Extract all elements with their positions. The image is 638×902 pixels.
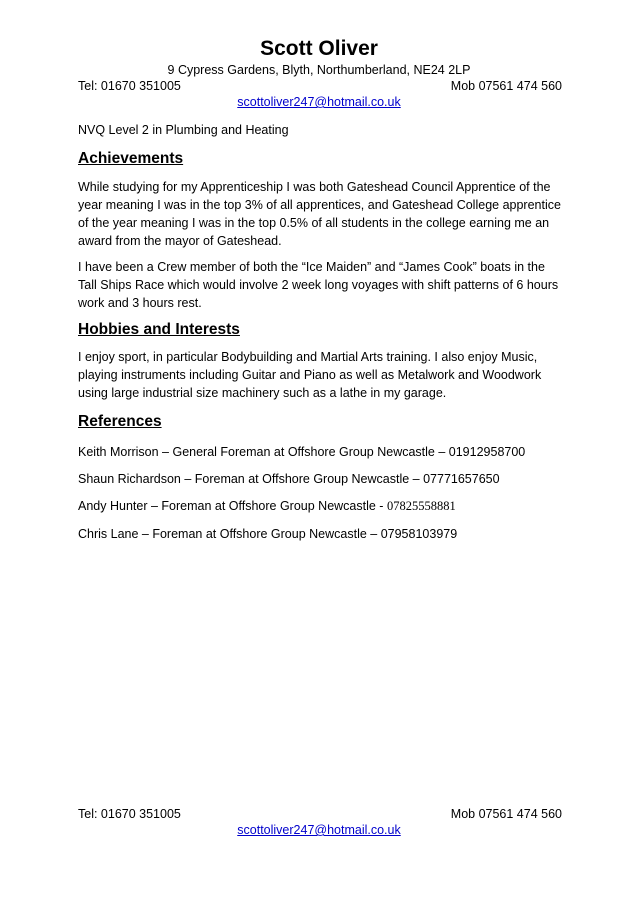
hobbies-paragraph: I enjoy sport, in particular Bodybuilding and Martial Arts training. I also enjoy Music, playing instruments including Guitar and Piano as well as Metalwork and Woodwork using large industrial size machinery such as a lathe in my garage. (78, 350, 542, 400)
references-heading: References (78, 413, 162, 430)
achievements-paragraph-1: While studying for my Apprenticeship I was both Gateshead Council Apprentice of the year meaning I was in the top 3% of all apprentices, and Gateshead College apprentice of the year meaning I was in the top 0.5% of all students in the college earning me an award from the mayor of Gateshead. (78, 180, 561, 248)
reference-phone: 07958103979 (380, 527, 458, 541)
achievements-heading: Achievements (78, 150, 184, 167)
reference-phone: 01912958700 (448, 445, 526, 459)
achievements-paragraph-2: I have been a Crew member of both the “Ice Maiden” and “James Cook” boats in the Tall Ships Race which would involve 2 week long voyages with shift patterns of 6 hours work and 3 hours rest. (78, 260, 559, 310)
header-mobile: Mob 07561 474 560 (450, 79, 562, 93)
reference-phone: 07825558881 (386, 499, 456, 513)
header-email-link[interactable]: scottoliver247@hotmail.co.uk (237, 95, 401, 109)
hobbies-heading: Hobbies and Interests (78, 321, 240, 338)
footer-telephone: Tel: 01670 351005 (78, 807, 181, 821)
reference-phone: 07771657650 (423, 472, 500, 486)
page-title: Scott Oliver (260, 37, 378, 60)
footer-email-link[interactable]: scottoliver247@hotmail.co.uk (237, 823, 401, 837)
reference-text: Andy Hunter – Foreman at Offshore Group Newcastle - (78, 499, 387, 513)
reference-text: Keith Morrison – General Foreman at Offshore Group Newcastle – (78, 445, 449, 459)
address: 9 Cypress Gardens, Blyth, Northumberland, NE24 2LP (167, 63, 471, 77)
qualification: NVQ Level 2 in Plumbing and Heating (78, 123, 289, 137)
reference-text: Shaun Richardson – Foreman at Offshore Group Newcastle – (78, 472, 424, 486)
reference-item (78, 498, 562, 514)
reference-item (78, 526, 562, 542)
header-telephone: Tel: 01670 351005 (78, 79, 181, 93)
reference-item (78, 471, 562, 487)
footer-email-row (0, 822, 638, 838)
header-email-row (0, 94, 638, 110)
reference-item (78, 444, 562, 460)
footer-mobile: Mob 07561 474 560 (450, 807, 562, 821)
reference-text: Chris Lane – Foreman at Offshore Group Newcastle – (78, 527, 381, 541)
